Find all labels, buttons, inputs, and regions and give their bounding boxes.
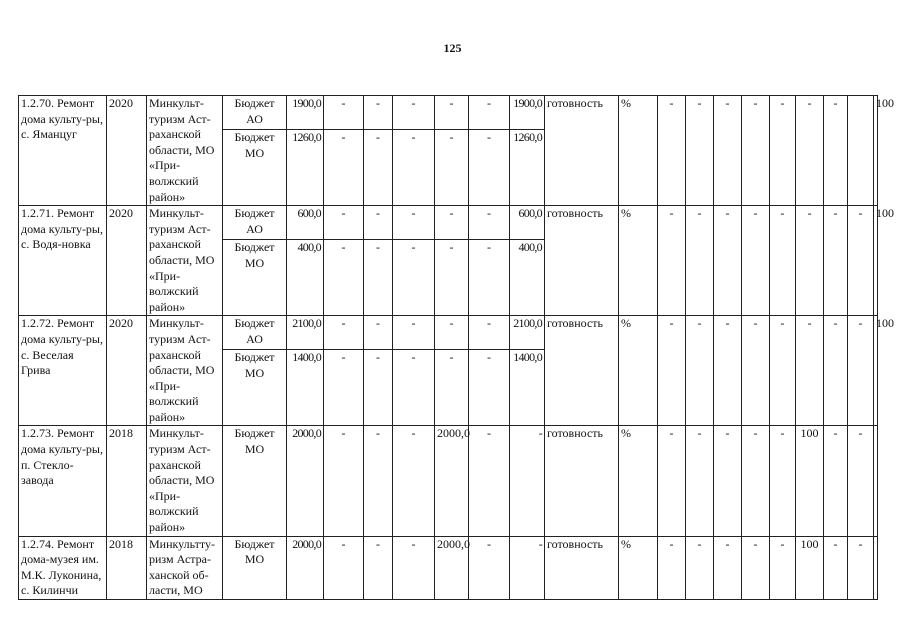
indicator-value-cell: - <box>714 96 742 206</box>
year-cell: 2020 <box>107 316 147 426</box>
total-amount-cell: 1260,0 <box>510 130 545 206</box>
year-amount-cell: - <box>393 130 435 206</box>
indicator-value-cell: - <box>796 206 824 316</box>
funding-source-cell: Бюджет МО <box>223 240 287 316</box>
year-amount-cell: - <box>364 316 393 350</box>
indicator-value-cell: - <box>686 426 714 536</box>
indicator-value-cell <box>874 536 878 599</box>
year-amount-cell: - <box>435 96 469 130</box>
year-amount-cell: - <box>324 426 364 536</box>
total-amount-cell: 2100,0 <box>510 316 545 350</box>
funding-source-cell: Бюджет АО <box>223 96 287 130</box>
year-amount-cell: - <box>469 536 510 599</box>
indicator-value-cell: - <box>658 536 686 599</box>
indicator-value-cell: - <box>686 206 714 316</box>
project-name-cell: 1.2.73. Ремонт дома культу-ры, п. Стекло-завода <box>19 426 107 536</box>
project-name-cell: 1.2.72. Ремонт дома культу-ры, с. Веселая Грива <box>19 316 107 426</box>
indicator-value-cell: - <box>686 536 714 599</box>
amount-cell: 400,0 <box>287 240 324 316</box>
indicator-value-cell: - <box>658 316 686 426</box>
indicator-value-cell: - <box>796 316 824 426</box>
indicator-value-cell <box>848 96 874 206</box>
amount-cell: 1400,0 <box>287 350 324 426</box>
year-amount-cell: - <box>469 130 510 206</box>
indicator-value-cell: - <box>714 316 742 426</box>
year-amount-cell: - <box>364 350 393 426</box>
year-amount-cell: - <box>324 350 364 426</box>
indicator-value-cell: - <box>742 426 770 536</box>
year-amount-cell: - <box>469 206 510 240</box>
table-row <box>19 206 878 240</box>
project-name-cell: 1.2.74. Ремонт дома-музея им. М.К. Луконина, с. Килинчи <box>19 536 107 599</box>
indicator-cell: готовность <box>545 426 619 536</box>
amount-cell: 2000,0 <box>287 536 324 599</box>
indicator-value-cell: - <box>714 206 742 316</box>
funding-source-cell: Бюджет АО <box>223 316 287 350</box>
funding-source-cell: Бюджет МО <box>223 426 287 536</box>
table-row <box>19 316 878 350</box>
indicator-value-cell: 100 <box>796 536 824 599</box>
year-cell: 2018 <box>107 536 147 599</box>
indicator-value-cell: - <box>848 206 874 316</box>
year-amount-cell: - <box>324 240 364 316</box>
unit-cell: % <box>619 426 658 536</box>
page-number: 125 <box>443 41 462 55</box>
year-amount-cell: - <box>469 240 510 316</box>
year-amount-cell: - <box>469 316 510 350</box>
indicator-value-cell: - <box>824 536 848 599</box>
year-amount-cell: - <box>364 130 393 206</box>
year-amount-cell: - <box>469 426 510 536</box>
indicator-value-cell: 100 <box>874 316 878 426</box>
executor-cell: Минкульт-туризм Аст-раханской области, МО «При-волжский район» <box>147 206 223 316</box>
year-amount-cell: - <box>435 130 469 206</box>
unit-cell: % <box>619 316 658 426</box>
indicator-value-cell: - <box>824 426 848 536</box>
indicator-value-cell: - <box>742 206 770 316</box>
table-row <box>19 426 878 536</box>
amount-cell: 1900,0 <box>287 96 324 130</box>
indicator-value-cell: - <box>824 316 848 426</box>
indicator-value-cell: - <box>742 316 770 426</box>
year-amount-cell: - <box>364 206 393 240</box>
total-amount-cell: 1900,0 <box>510 96 545 130</box>
total-amount-cell: - <box>510 426 545 536</box>
executor-cell: Минкультту-ризм Астра-ханской об-ласти, МО <box>147 536 223 599</box>
indicator-value-cell: - <box>658 426 686 536</box>
executor-cell: Минкульт-туризм Аст-раханской области, МО «При-волжский район» <box>147 316 223 426</box>
project-name-cell: 1.2.71. Ремонт дома культу-ры, с. Водя-новка <box>19 206 107 316</box>
amount-cell: 2100,0 <box>287 316 324 350</box>
funding-source-cell: Бюджет АО <box>223 206 287 240</box>
indicator-value-cell: 100 <box>874 96 878 206</box>
table-row <box>19 536 878 599</box>
indicator-cell: готовность <box>545 96 619 206</box>
indicator-value-cell: - <box>686 96 714 206</box>
year-amount-cell: - <box>324 206 364 240</box>
year-amount-cell: - <box>393 536 435 599</box>
year-amount-cell: 2000,0 <box>435 536 469 599</box>
indicator-cell: готовность <box>545 536 619 599</box>
project-name-cell: 1.2.70. Ремонт дома культу-ры, с. Яманцуг <box>19 96 107 206</box>
year-amount-cell: - <box>393 426 435 536</box>
year-amount-cell: - <box>469 350 510 426</box>
amount-cell: 2000,0 <box>287 426 324 536</box>
year-amount-cell: - <box>364 96 393 130</box>
indicator-cell: готовность <box>545 316 619 426</box>
indicator-cell: готовность <box>545 206 619 316</box>
indicator-value-cell: - <box>658 206 686 316</box>
total-amount-cell: 600,0 <box>510 206 545 240</box>
indicator-value-cell: - <box>770 426 796 536</box>
indicator-value-cell: - <box>848 536 874 599</box>
year-cell: 2020 <box>107 206 147 316</box>
indicator-value-cell: - <box>714 426 742 536</box>
funding-source-cell: Бюджет МО <box>223 130 287 206</box>
indicator-value-cell: - <box>742 536 770 599</box>
indicator-value-cell: - <box>770 96 796 206</box>
amount-cell: 1260,0 <box>287 130 324 206</box>
year-amount-cell: - <box>364 240 393 316</box>
year-amount-cell: - <box>324 130 364 206</box>
indicator-value-cell: - <box>770 536 796 599</box>
year-amount-cell: - <box>393 350 435 426</box>
year-amount-cell: - <box>435 350 469 426</box>
year-amount-cell: - <box>364 536 393 599</box>
indicator-value-cell: - <box>686 316 714 426</box>
table-row <box>19 96 878 130</box>
funding-source-cell: Бюджет МО <box>223 350 287 426</box>
year-amount-cell: - <box>435 240 469 316</box>
indicator-value-cell: - <box>848 316 874 426</box>
year-amount-cell: - <box>393 240 435 316</box>
unit-cell: % <box>619 96 658 206</box>
indicator-value-cell: 100 <box>874 206 878 316</box>
year-amount-cell: - <box>324 316 364 350</box>
year-amount-cell: - <box>435 316 469 350</box>
indicator-value-cell: - <box>770 206 796 316</box>
unit-cell: % <box>619 536 658 599</box>
amount-cell: 600,0 <box>287 206 324 240</box>
indicator-value-cell: - <box>658 96 686 206</box>
year-cell: 2018 <box>107 426 147 536</box>
year-amount-cell: - <box>393 96 435 130</box>
year-amount-cell: - <box>435 206 469 240</box>
indicator-value-cell: - <box>770 316 796 426</box>
executor-cell: Минкульт-туризм Аст-раханской области, МО «При-волжский район» <box>147 96 223 206</box>
indicator-value-cell <box>874 426 878 536</box>
year-amount-cell: - <box>469 96 510 130</box>
program-table <box>18 95 894 600</box>
indicator-value-cell: - <box>824 96 848 206</box>
unit-cell: % <box>619 206 658 316</box>
total-amount-cell: 1400,0 <box>510 350 545 426</box>
funding-source-cell: Бюджет МО <box>223 536 287 599</box>
total-amount-cell: - <box>510 536 545 599</box>
executor-cell: Минкульт-туризм Аст-раханской области, МО «При-волжский район» <box>147 426 223 536</box>
year-amount-cell: - <box>324 96 364 130</box>
indicator-value-cell: - <box>742 96 770 206</box>
year-amount-cell: 2000,0 <box>435 426 469 536</box>
year-amount-cell: - <box>364 426 393 536</box>
indicator-value-cell: - <box>848 426 874 536</box>
year-cell: 2020 <box>107 96 147 206</box>
year-amount-cell: - <box>393 206 435 240</box>
year-amount-cell: - <box>324 536 364 599</box>
indicator-value-cell: - <box>796 96 824 206</box>
indicator-value-cell: - <box>714 536 742 599</box>
indicator-value-cell: 100 <box>796 426 824 536</box>
total-amount-cell: 400,0 <box>510 240 545 316</box>
indicator-value-cell: - <box>824 206 848 316</box>
year-amount-cell: - <box>393 316 435 350</box>
